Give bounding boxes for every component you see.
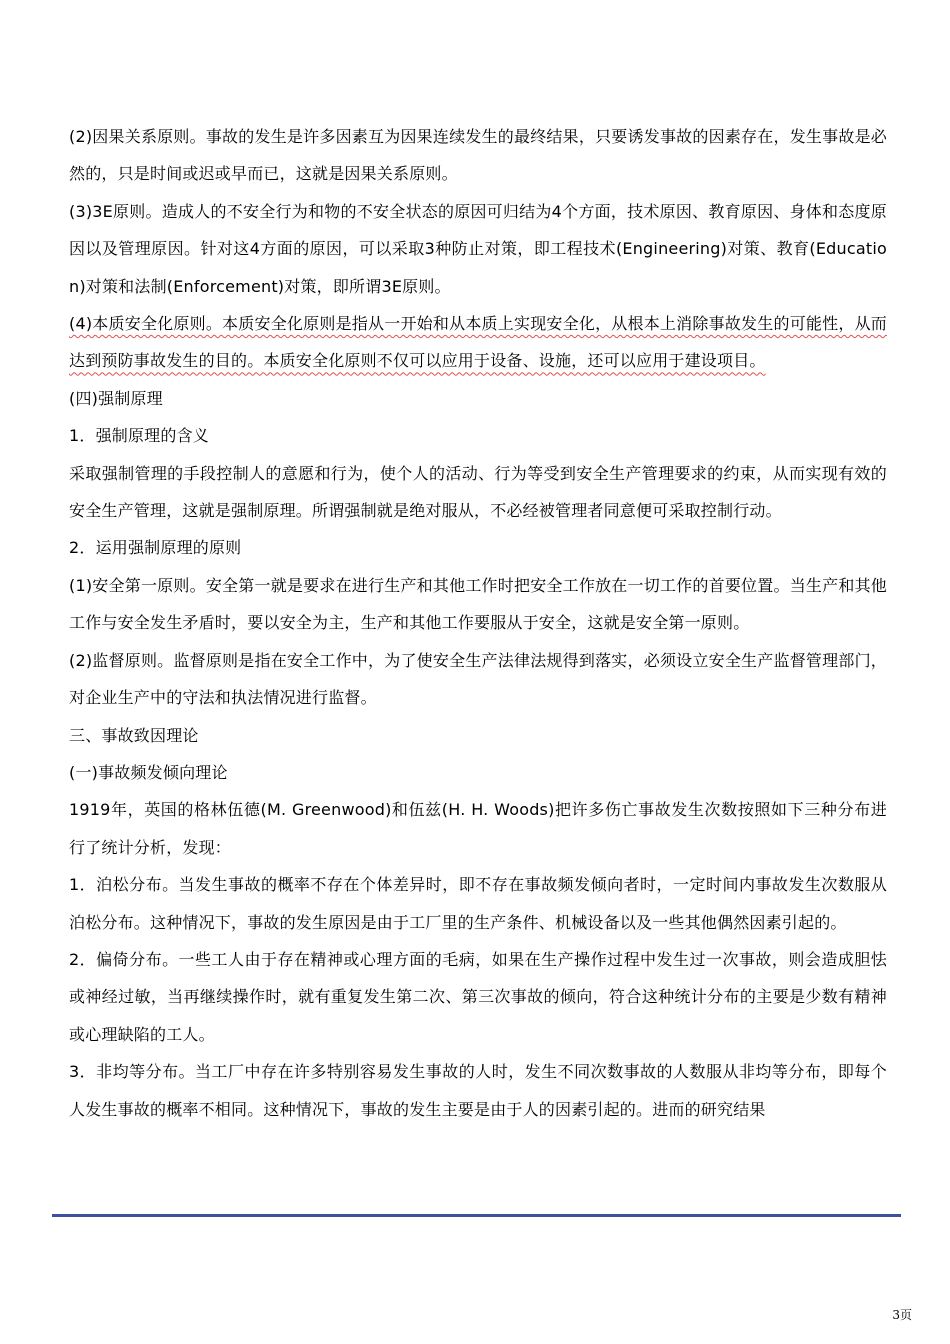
paragraph-causality-principle: (2)因果关系原则。事故的发生是许多因素互为因果连续发生的最终结果，只要诱发事故的因素存在，发生事故是必然的，只是时间或迟或早而已，这就是因果关系原则。 [69, 127, 887, 184]
heading-accident-causation-theory: 三、事故致因理论 [69, 725, 199, 745]
paragraph-poisson-distribution: 1．泊松分布。当发生事故的概率不存在个体差异时，即不存在事故频发倾向者时，一定时间内事故发生次数服从泊松分布。这种情况下，事故的发生原因是由于工厂里的生产条件、机械设备以及一些其他偶然因素引起的。 [69, 875, 887, 932]
paragraph-unequal-distribution: 3．非均等分布。当工厂中存在许多特别容易发生事故的人时，发生不同次数事故的人数服从非均等分布，即每个人发生事故的概率不相同。这种情况下，事故的发生主要是由于人的因素引起的。进而的研究结果 [69, 1062, 887, 1119]
paragraph-biased-distribution: 2．偏倚分布。一些工人由于存在精神或心理方面的毛病，如果在生产操作过程中发生过一次事故，则会造成胆怯或神经过敏，当再继续操作时，就有重复发生第二次、第三次事故的倾向，符合这种统计分布的主要是少数有精神或心理缺陷的工人。 [69, 949, 887, 1044]
subheading-coercion-meaning: 1．强制原理的含义 [69, 426, 209, 446]
paragraph-supervision-principle: (2)监督原则。监督原则是指在安全工作中，为了使安全生产法律法规得到落实，必须设立安全生产监督管理部门，对企业生产中的守法和执法情况进行监督。 [69, 650, 887, 708]
page-number: 3页 [892, 1308, 912, 1322]
paragraph-greenwood-woods-1919: 1919年，英国的格林伍德(M. Greenwood)和伍兹(H. H. Woods)把许多伤亡事故发生次数按照如下三种分布进行了统计分析，发现： [69, 800, 887, 857]
document-body [69, 118, 887, 1128]
footer-divider [52, 1214, 901, 1217]
paragraph-3e-principle: (3)3E原则。造成人的不安全行为和物的不安全状态的原因可归结为4个方面，技术原因、教育原因、身体和态度原因以及管理原因。针对这4方面的原因，可以采取3种防止对策，即工程技术(Engineering)对策、教育(Education)对策和法制(Enforcement)对策，即所谓3E原则。 [69, 201, 887, 296]
spellcheck-underlined-text: (4)本质安全化原则。本质安全化原则是指从一开始和从本质上实现安全化，从根本上消除事故发生的可能性，从而达到预防事故发生的目的。本质安全化原则不仅可以应用于设备、设施，还可以应用于建设项目。 [69, 314, 887, 371]
paragraph-coercion-meaning: 采取强制管理的手段控制人的意愿和行为，使个人的活动、行为等受到安全生产管理要求的约束，从而实现有效的安全生产管理，这就是强制原理。所谓强制就是绝对服从，不必经被管理者同意便可采取控制行动。 [69, 463, 887, 521]
subheading-accident-proneness-theory: (一)事故频发倾向理论 [69, 762, 228, 782]
paragraph-safety-first-principle: (1)安全第一原则。安全第一就是要求在进行生产和其他工作时把安全工作放在一切工作的首要位置。当生产和其他工作与安全发生矛盾时，要以安全为主，生产和其他工作要服从于安全，这就是安全第一原则。 [69, 575, 887, 633]
heading-coercion-principle: (四)强制原理 [69, 388, 163, 408]
subheading-coercion-rules: 2．运用强制原理的原则 [69, 538, 242, 558]
paragraph-intrinsic-safety-principle [69, 305, 887, 380]
